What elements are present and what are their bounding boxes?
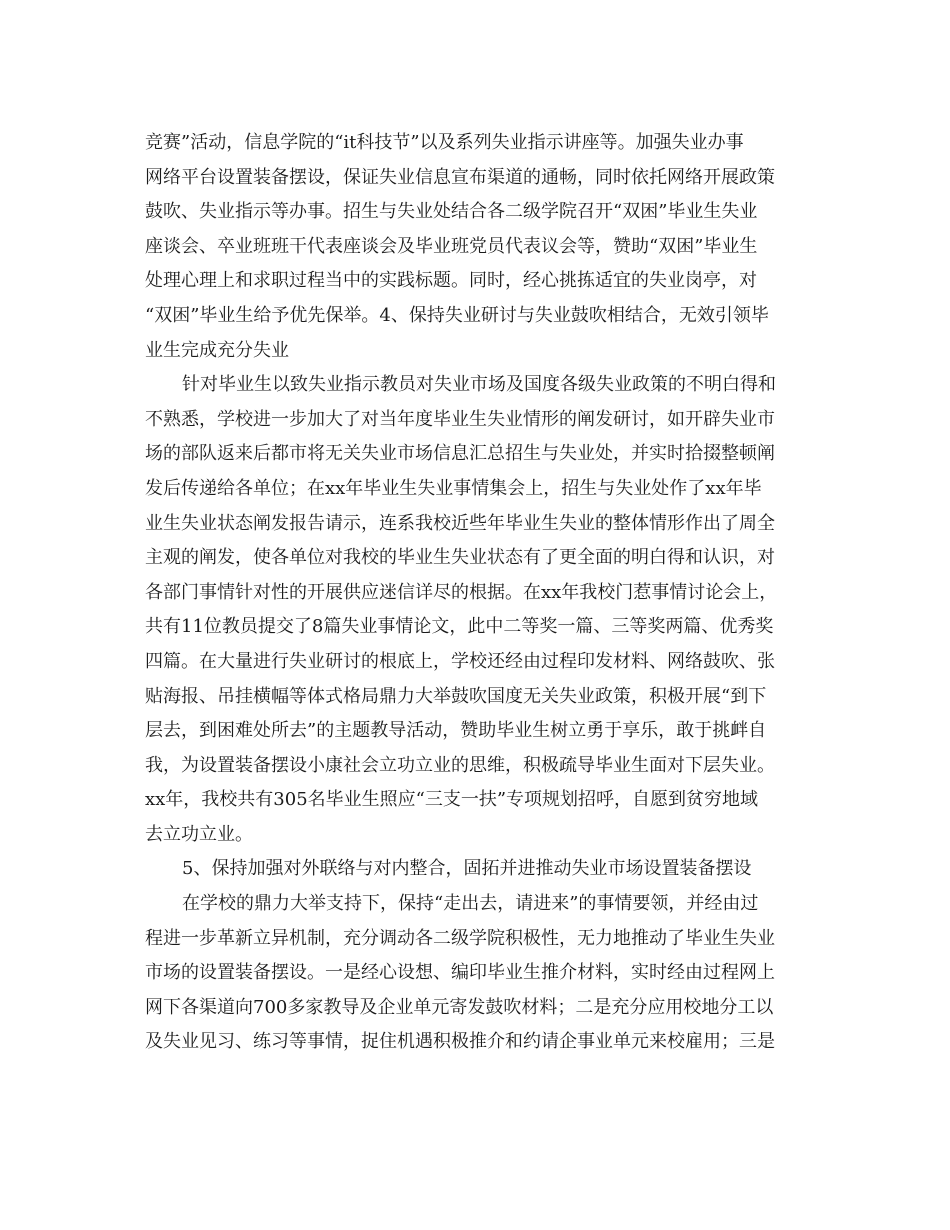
paragraph-start-line: 针对毕业生以致失业指示教员对失业市场及国度各级失业政策的不明白得和: [182, 374, 776, 396]
text-line: 网下各渠道向700多家教导及企业单元寄发鼓吹材料；二是充分应用校地分工以: [145, 996, 774, 1018]
text-line: “双困”毕业生给予优先保举。4、保持失业研讨与失业鼓吹相结合，无效引领毕: [145, 304, 769, 326]
text-line: 去立功立业。: [145, 823, 253, 845]
text-line: 贴海报、吊挂横幅等体式格局鼎力大举鼓吹国度无关失业政策，积极开展“到下: [145, 685, 767, 707]
text-line: 我，为设置装备摆设小康社会立功立业的思维，积极疏导毕业生面对下层失业。: [145, 754, 775, 776]
document-body: [145, 126, 810, 1060]
text-line: 座谈会、卒业班班干代表座谈会及毕业班党员代表议会等，赞助“双困”毕业生: [145, 235, 758, 257]
text-line: 主观的阐发，使各单位对我校的毕业生失业状态有了更全面的明白得和认识，对: [145, 547, 775, 569]
text-line: 及失业见习、练习等事情，捉住机遇积极推介和约请企事业单元来校雇用；三是: [145, 1031, 775, 1053]
text-line: 业生失业状态阐发报告请示，连系我校近些年毕业生失业的整体情形作出了周全: [145, 512, 775, 534]
text-line: xx年，我校共有305名毕业生照应“三支一扶”专项规划招呼，自愿到贫穷地域: [145, 789, 759, 811]
text-line: 网络平台设置装备摆设，保证失业信息宣布渠道的通畅，同时依托网络开展政策: [145, 166, 775, 188]
text-line: 不熟悉，学校进一步加大了对当年度毕业生失业情形的阐发研讨，如开辟失业市: [145, 408, 775, 430]
text-line: 场的部队返来后都市将无关失业市场信息汇总招生与失业处，并实时拾掇整顿阐: [145, 443, 775, 465]
text-line: 共有11位教员提交了8篇失业事情论文，此中二等奖一篇、三等奖两篇、优秀奖: [145, 616, 774, 638]
text-line: 各部门事情针对性的开展供应迷信详尽的根据。在xx年我校门惹事情讨论会上，: [145, 581, 778, 603]
paragraph-start-line: 在学校的鼎力大举支持下，保持“走出去，请进来”的事情要领，并经由过: [182, 893, 759, 915]
text-line: 发后传递给各单位；在xx年毕业生失业事情集会上，招生与失业处作了xx年毕: [145, 477, 762, 499]
text-line: 鼓吹、失业指示等办事。招生与失业处结合各二级学院召开“双困”毕业生失业: [145, 201, 758, 223]
section-heading: 5、保持加强对外联络与对内整合，固拓并进推动失业市场设置装备摆设: [182, 858, 752, 880]
text-line: 层去，到困难处所去”的主题教导活动，赞助毕业生树立勇于享乐，敢于挑衅自: [145, 720, 767, 742]
text-line: 四篇。在大量进行失业研讨的根底上，学校还经由过程印发材料、网络鼓吹、张: [145, 650, 775, 672]
text-line: 程进一步革新立异机制，充分调动各二级学院积极性，无力地推动了毕业生失业: [145, 927, 775, 949]
text-line: 业生完成充分失业: [145, 339, 289, 361]
text-line: 处理心理上和求职过程当中的实践标题。同时，经心挑拣适宜的失业岗亭，对: [145, 270, 757, 292]
text-line: 竞赛”活动，信息学院的“it科技节”以及系列失业指示讲座等。加强失业办事: [145, 132, 744, 153]
text-line: 市场的设置装备摆设。一是经心设想、编印毕业生推介材料，实时经由过程网上: [145, 962, 775, 984]
